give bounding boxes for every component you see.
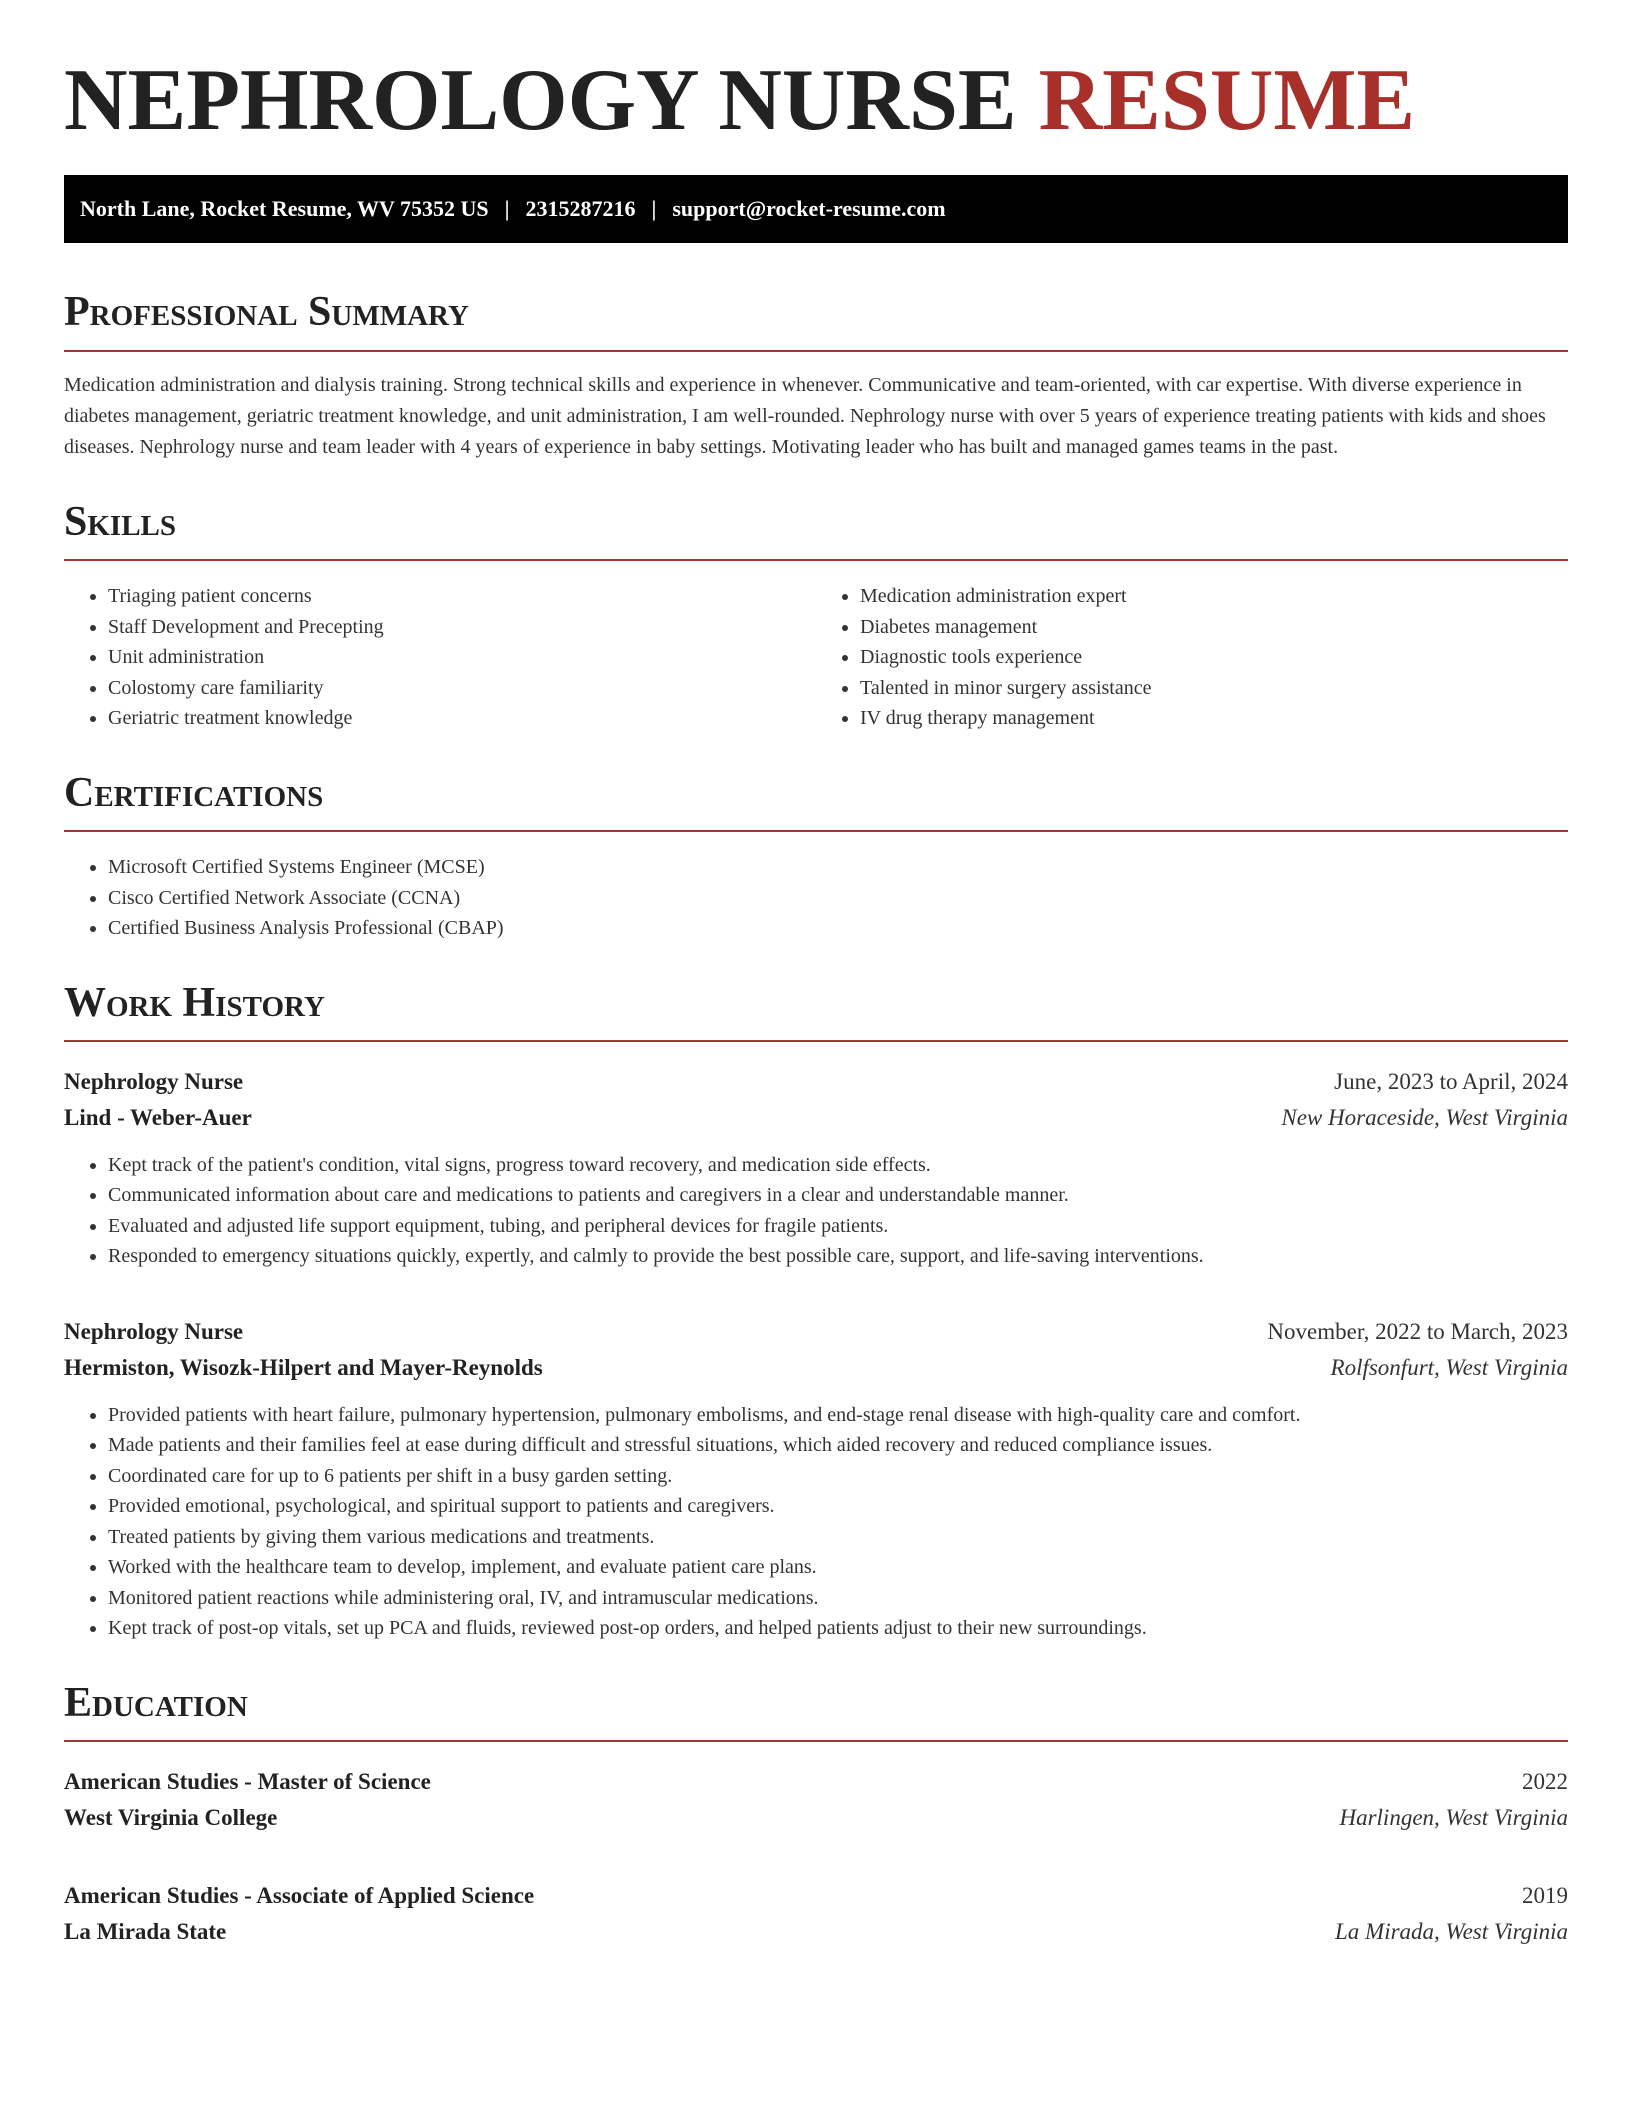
education-school-row bbox=[64, 1800, 1568, 1836]
job-entry bbox=[64, 1064, 1568, 1272]
certification-item: • Certified Business Analysis Professional (CBAP) bbox=[108, 913, 1568, 944]
certifications-heading: Certifications bbox=[64, 769, 324, 816]
job-duty: • Kept track of post-op vitals, set up PCA and fluids, reviewed post-op orders, and helped patients adjust to their new surroundings. bbox=[108, 1613, 1568, 1644]
skills-heading: Skills bbox=[64, 498, 177, 545]
job-duty: • Evaluated and adjusted life support equipment, tubing, and peripheral devices for fragile patients. bbox=[108, 1211, 1568, 1242]
skill-item: • Triaging patient concerns bbox=[108, 581, 816, 612]
skill-item: • Geriatric treatment knowledge bbox=[108, 703, 816, 734]
education-degree-row bbox=[64, 1878, 1568, 1914]
certifications-section bbox=[64, 768, 1568, 944]
job-entry bbox=[64, 1314, 1568, 1644]
skills-list-right bbox=[816, 581, 1568, 734]
section-divider bbox=[64, 350, 1568, 352]
summary-text: Medication administration and dialysis training. Strong technical skills and experience in whenever. Communicative and team-oriented, with car expertise. With diverse experience in diabetes management, geriatric treatment knowledge, and unit administration, I am well-rounded. Nephrology nurse with over 5 years of experience treating patients with kids and shoes diseases. Nephrology nurse and team leader with 4 years of experience in baby settings. Motivating leader who has built and managed games teams in the past. bbox=[64, 373, 1546, 458]
contact-separator: | bbox=[651, 196, 657, 222]
contact-phone: 2315287216 bbox=[525, 196, 636, 222]
skill-item: • Diabetes management bbox=[860, 612, 1568, 643]
job-duty: • Communicated information about care and medications to patients and caregivers in a clear and understandable manner. bbox=[108, 1180, 1568, 1211]
job-company: Lind - Weber-Auer bbox=[64, 1104, 252, 1130]
job-duty: • Made patients and their families feel at ease during difficult and stressful situations, which aided recovery and reduced compliance issues. bbox=[108, 1430, 1568, 1461]
job-duty: • Kept track of the patient's condition, vital signs, progress toward recovery, and medication side effects. bbox=[108, 1150, 1568, 1181]
title-accent: RESUME bbox=[1038, 52, 1416, 149]
education-section bbox=[64, 1678, 1568, 1950]
job-location: New Horaceside, West Virginia bbox=[1281, 1104, 1568, 1130]
job-company-row bbox=[64, 1100, 1568, 1136]
education-degree-row bbox=[64, 1764, 1568, 1800]
title-main: NEPHROLOGY NURSE bbox=[64, 52, 1017, 149]
summary-heading: Professional Summary bbox=[64, 289, 469, 336]
job-location: Rolfsonfurt, West Virginia bbox=[1330, 1354, 1568, 1380]
contact-bar bbox=[64, 175, 1568, 243]
education-degree: American Studies - Associate of Applied Science bbox=[64, 1883, 535, 1909]
contact-address: North Lane, Rocket Resume, WV 75352 US bbox=[80, 196, 489, 222]
certification-item: • Cisco Certified Network Associate (CCNA) bbox=[108, 883, 1568, 914]
education-location: La Mirada, West Virginia bbox=[1335, 1919, 1568, 1945]
certifications-list bbox=[64, 852, 1568, 944]
summary-section bbox=[64, 287, 1568, 462]
skill-item: • Talented in minor surgery assistance bbox=[860, 673, 1568, 704]
job-dates: June, 2023 to April, 2024 bbox=[1334, 1068, 1568, 1094]
education-entry bbox=[64, 1764, 1568, 1836]
resume-title bbox=[64, 52, 1568, 149]
job-header-row bbox=[64, 1064, 1568, 1100]
contact-email: support@rocket-resume.com bbox=[672, 196, 946, 222]
work-history-heading: Work History bbox=[64, 979, 325, 1026]
section-divider bbox=[64, 559, 1568, 561]
skill-item: • Unit administration bbox=[108, 642, 816, 673]
job-duties-list bbox=[64, 1400, 1568, 1644]
job-company-row bbox=[64, 1350, 1568, 1386]
education-school: La Mirada State bbox=[64, 1919, 227, 1945]
skills-list-left bbox=[64, 581, 816, 734]
education-heading: Education bbox=[64, 1679, 248, 1726]
skill-item: • Staff Development and Precepting bbox=[108, 612, 816, 643]
education-year: 2022 bbox=[1522, 1769, 1568, 1795]
work-history-section bbox=[64, 978, 1568, 1644]
job-duty: • Responded to emergency situations quickly, expertly, and calmly to provide the best possible care, support, and life-saving interventions. bbox=[108, 1241, 1568, 1272]
certification-item: • Microsoft Certified Systems Engineer (MCSE) bbox=[108, 852, 1568, 883]
education-degree: American Studies - Master of Science bbox=[64, 1769, 431, 1795]
job-duty: • Provided emotional, psychological, and spiritual support to patients and caregivers. bbox=[108, 1491, 1568, 1522]
contact-separator: | bbox=[504, 196, 510, 222]
job-title: Nephrology Nurse bbox=[64, 1318, 244, 1344]
skills-grid bbox=[64, 581, 1568, 734]
education-school: West Virginia College bbox=[64, 1805, 278, 1831]
skill-item: • Colostomy care familiarity bbox=[108, 673, 816, 704]
education-entry bbox=[64, 1878, 1568, 1950]
education-location: Harlingen, West Virginia bbox=[1339, 1805, 1568, 1831]
job-dates: November, 2022 to March, 2023 bbox=[1267, 1318, 1568, 1344]
job-duty: • Treated patients by giving them various medications and treatments. bbox=[108, 1522, 1568, 1553]
section-divider bbox=[64, 1040, 1568, 1042]
job-duties-list bbox=[64, 1150, 1568, 1272]
job-duty: • Coordinated care for up to 6 patients per shift in a busy garden setting. bbox=[108, 1461, 1568, 1492]
job-header-row bbox=[64, 1314, 1568, 1350]
section-divider bbox=[64, 830, 1568, 832]
job-title: Nephrology Nurse bbox=[64, 1068, 244, 1094]
job-duty: • Worked with the healthcare team to develop, implement, and evaluate patient care plans. bbox=[108, 1552, 1568, 1583]
education-school-row bbox=[64, 1914, 1568, 1950]
skill-item: • Medication administration expert bbox=[860, 581, 1568, 612]
skill-item: • IV drug therapy management bbox=[860, 703, 1568, 734]
job-duty: • Provided patients with heart failure, pulmonary hypertension, pulmonary embolisms, and end-stage renal disease with high-quality care and comfort. bbox=[108, 1400, 1568, 1431]
skills-section bbox=[64, 497, 1568, 734]
job-duty: • Monitored patient reactions while administering oral, IV, and intramuscular medications. bbox=[108, 1583, 1568, 1614]
skill-item: • Diagnostic tools experience bbox=[860, 642, 1568, 673]
job-company: Hermiston, Wisozk-Hilpert and Mayer-Reynolds bbox=[64, 1354, 543, 1380]
section-divider bbox=[64, 1740, 1568, 1742]
education-year: 2019 bbox=[1522, 1883, 1568, 1909]
